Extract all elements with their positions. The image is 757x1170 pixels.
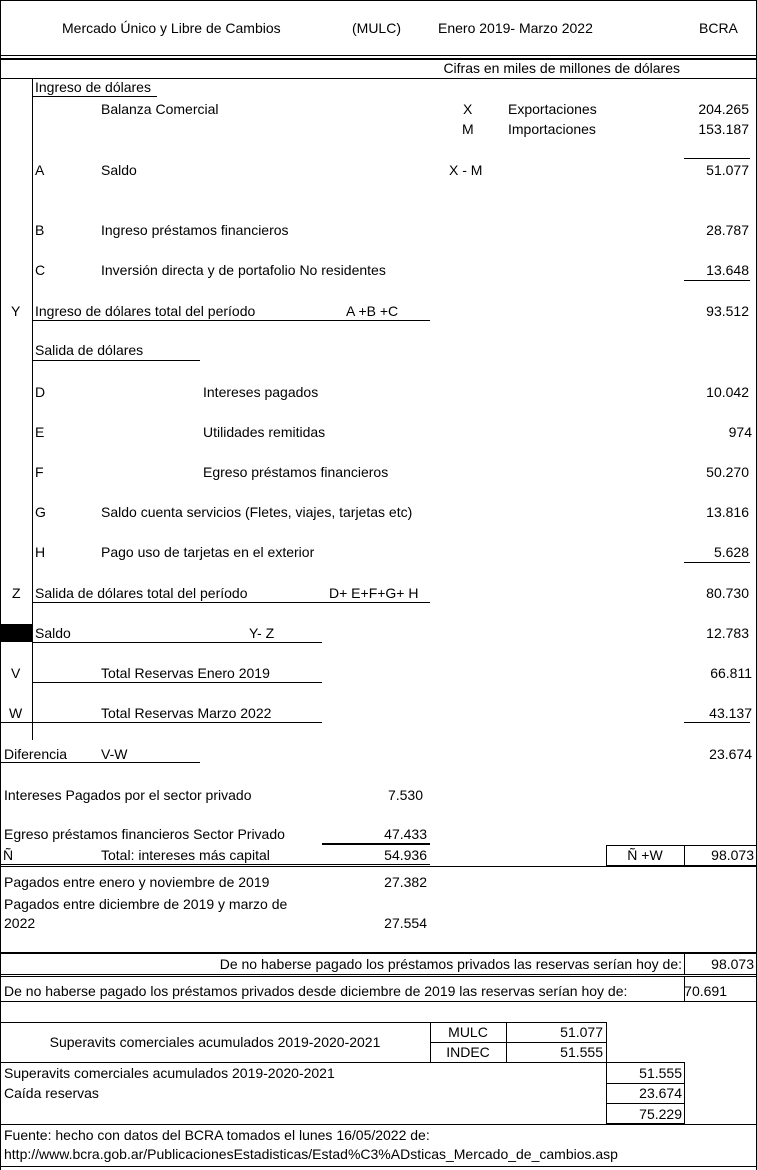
superavit-label: Superavits comerciales acumulados 2019-2020-2021 <box>49 1034 381 1050</box>
d-label: Intereses pagados <box>203 384 319 400</box>
conclusion-1-divider <box>684 953 685 975</box>
h-label: Pago uso de tarjetas en el exterior <box>101 544 315 560</box>
superavit-mid-line <box>430 1042 607 1043</box>
mulc-label: MULC <box>448 1024 488 1040</box>
b-value: 28.787 <box>706 222 749 238</box>
z-value: 80.730 <box>706 585 749 601</box>
egreso-value-underline <box>322 843 430 845</box>
h-code: H <box>35 544 46 560</box>
e-code: E <box>35 424 45 440</box>
total-label: Total: intereses más capital <box>101 847 270 863</box>
v-value: 66.811 <box>710 665 752 681</box>
d-value: 10.042 <box>706 384 749 400</box>
bottom-line <box>0 1166 757 1167</box>
a-label: Saldo <box>101 162 137 178</box>
indec-value: 51.555 <box>560 1044 603 1060</box>
a-value-overline <box>684 158 750 159</box>
saldo-formula: Y- Z <box>249 625 275 641</box>
title-period: Enero 2019- Marzo 2022 <box>438 20 593 36</box>
c-code: C <box>35 262 46 278</box>
left-code-divider <box>32 78 33 740</box>
saldo-underline <box>32 642 322 643</box>
superavit-col-divider <box>506 1022 507 1063</box>
z-row-underline <box>32 602 430 603</box>
saldo-label: Saldo <box>35 625 71 641</box>
sum-value: 51.555 <box>639 1065 682 1081</box>
z-formula: D+ E+F+G+ H <box>329 585 419 601</box>
f-label: Egreso préstamos financieros <box>203 464 389 480</box>
w-label: Total Reservas Marzo 2022 <box>101 705 272 721</box>
total-underline <box>0 864 430 865</box>
m-value: 153.187 <box>698 121 749 137</box>
pagados-1-label: Pagados entre enero y noviembre de 2019 <box>4 874 270 890</box>
d-code: D <box>35 384 46 400</box>
salida-underline <box>32 360 200 361</box>
w-value: 43.137 <box>709 705 752 721</box>
saldo-value: 12.783 <box>706 625 749 641</box>
caida-value: 23.674 <box>639 1085 682 1101</box>
pagados-2-label-line1: Pagados entre diciembre de 2019 y marzo de <box>4 896 288 912</box>
egreso-privado-label: Egreso préstamos financieros Sector Privado <box>4 826 285 842</box>
ingreso-underline <box>32 96 157 97</box>
title-source: BCRA <box>699 20 738 36</box>
sum-line-2 <box>606 1103 685 1104</box>
a-value: 51.077 <box>706 162 749 178</box>
sum-label: Superavits comerciales acumulados 2019-2020-2021 <box>4 1065 335 1081</box>
c-value: 13.648 <box>706 262 749 278</box>
y-row-underline <box>32 320 430 321</box>
footer-source: Fuente: hecho con datos del BCRA tomados el lunes 16/05/2022 de: <box>4 1127 430 1143</box>
n-code: Ñ <box>3 847 14 863</box>
z-label: Salida de dólares total del período <box>35 585 248 601</box>
sum-total-value: 75.229 <box>639 1106 682 1122</box>
a-code: A <box>35 162 45 178</box>
pagados-2-value: 27.554 <box>384 915 427 931</box>
mulc-value: 51.077 <box>560 1024 603 1040</box>
intereses-privado-label: Intereses Pagados por el sector privado <box>4 787 252 803</box>
x-code: X <box>463 101 473 117</box>
w-row-underline <box>0 722 322 723</box>
h-value-underline <box>684 562 750 563</box>
x-label: Exportaciones <box>508 101 597 117</box>
f-code: F <box>35 464 44 480</box>
e-value: 974 <box>728 424 752 440</box>
x-value: 204.265 <box>698 101 749 117</box>
conclusion-1-label: De no haberse pagado los préstamos privados las reservas serían hoy de: <box>219 956 682 972</box>
c-label: Inversión directa y de portafolio No residentes <box>101 262 386 278</box>
b-code: B <box>35 222 45 238</box>
diferencia-value: 23.674 <box>709 746 752 762</box>
f-value: 50.270 <box>706 464 749 480</box>
y-code: Y <box>11 303 21 319</box>
saldo-marker <box>0 624 32 642</box>
w-value-underline <box>684 722 750 723</box>
z-code: Z <box>12 585 21 601</box>
nw-value: 98.073 <box>711 847 754 863</box>
balanza-label: Balanza Comercial <box>101 101 219 117</box>
conclusion-2-value: 70.691 <box>684 983 727 999</box>
units-note: Cifras en miles de millones de dólares <box>443 60 680 76</box>
c-value-underline <box>684 280 750 281</box>
page-title: Mercado Único y Libre de Cambios <box>62 20 281 36</box>
conclusion-1-value: 98.073 <box>711 956 754 972</box>
e-label: Utilidades remitidas <box>203 424 326 440</box>
y-value: 93.512 <box>706 303 749 319</box>
y-label: Ingreso de dólares total del período <box>35 303 256 319</box>
pagados-1-value: 27.382 <box>384 874 427 890</box>
diferencia-label: Diferencia <box>4 746 68 762</box>
v-label: Total Reservas Enero 2019 <box>101 665 270 681</box>
indec-label: INDEC <box>446 1044 490 1060</box>
g-value: 13.816 <box>706 504 749 520</box>
sum-line-1 <box>606 1083 685 1084</box>
pagados-2-label-line2: 2022 <box>4 915 36 931</box>
outer-left-border <box>0 56 1 1170</box>
a-formula: X - M <box>449 162 483 178</box>
sum-left-line <box>0 1062 607 1063</box>
g-code: G <box>35 504 46 520</box>
b-label: Ingreso préstamos financieros <box>101 222 289 238</box>
y-formula: A +B +C <box>346 303 399 319</box>
egreso-privado-value: 47.433 <box>384 826 427 842</box>
diferencia-underline <box>0 762 200 763</box>
salida-title: Salida de dólares <box>35 342 144 358</box>
total-value: 54.936 <box>384 847 427 863</box>
footer-line <box>0 1124 757 1125</box>
g-label: Saldo cuenta servicios (Fletes, viajes, tarjetas etc) <box>101 504 413 520</box>
v-row-underline <box>32 682 322 683</box>
h-value: 5.628 <box>713 544 749 560</box>
separator-1 <box>0 866 757 867</box>
diferencia-formula: V-W <box>101 746 128 762</box>
w-code: W <box>9 705 23 721</box>
footer-url[interactable]: http://www.bcra.gob.ar/PublicacionesEstadisticas/Estad%C3%ADsticas_Mercado_de_cambios.asp <box>4 1146 618 1162</box>
title-abbrev: (MULC) <box>352 20 401 36</box>
intereses-privado-value: 7.530 <box>387 787 423 803</box>
caida-label: Caída reservas <box>4 1085 99 1101</box>
nw-box-divider <box>684 845 685 866</box>
m-label: Importaciones <box>508 121 596 137</box>
nw-formula: Ñ +W <box>627 847 663 863</box>
v-code: V <box>11 665 21 681</box>
conclusion-2-label: De no haberse pagado los préstamos privados desde diciembre de 2019 las reservas serían hoy de: <box>4 983 628 999</box>
m-code: M <box>462 121 474 137</box>
ingreso-title: Ingreso de dólares <box>35 79 151 95</box>
